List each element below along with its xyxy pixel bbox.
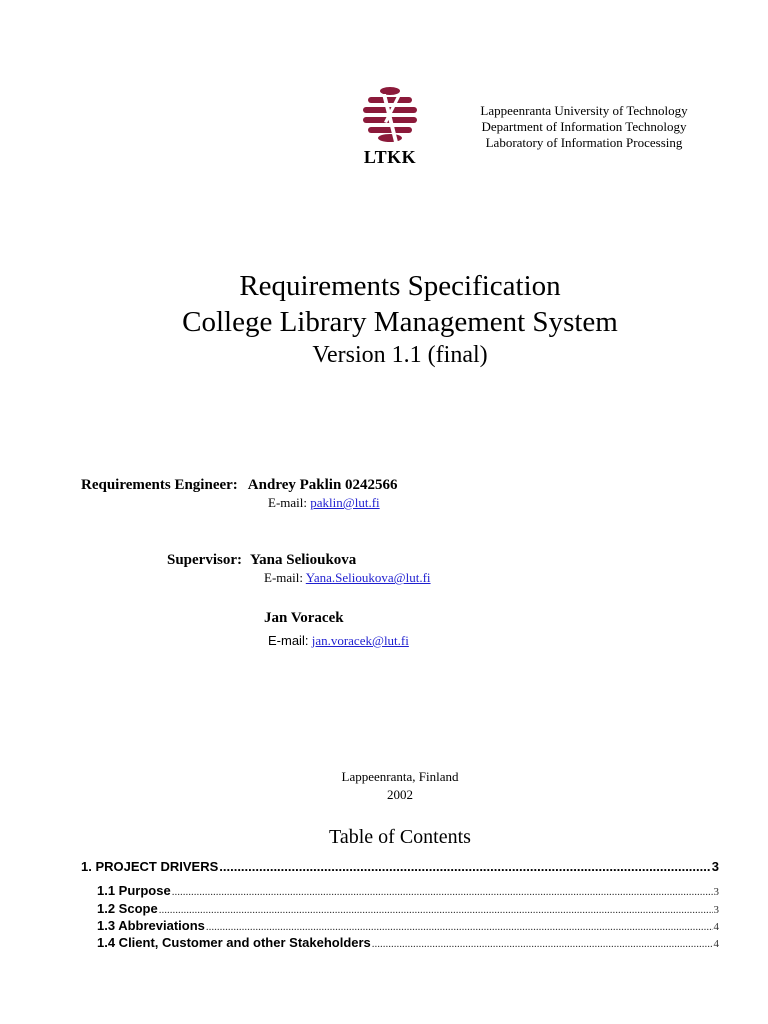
- toc-entry-label: 1. PROJECT DRIVERS: [81, 859, 219, 874]
- toc-leader-dots: [206, 921, 713, 933]
- email-label: E-mail:: [264, 570, 303, 585]
- toc-entry[interactable]: [97, 935, 719, 950]
- document-version: Version 1.1 (final): [312, 342, 488, 368]
- toc-title: Table of Contents: [329, 826, 471, 848]
- toc-page-number: 3: [713, 904, 719, 916]
- toc-page-number: 3: [711, 859, 719, 874]
- toc-entry[interactable]: [81, 859, 719, 874]
- second-supervisor-email-link[interactable]: jan.voracek@lut.fi: [311, 633, 409, 648]
- document-title: Requirements Specification: [239, 270, 561, 302]
- place: Lappeenranta, Finland: [341, 769, 459, 784]
- toc-entry[interactable]: [97, 901, 719, 916]
- supervisor-row: [167, 551, 356, 569]
- toc-leader-dots: [159, 904, 713, 916]
- toc-page-number: 4: [713, 921, 719, 933]
- year: 2002: [387, 787, 413, 802]
- second-supervisor-email-row: [268, 633, 409, 649]
- supervisor-email-link[interactable]: Yana.Selioukova@lut.fi: [305, 570, 431, 585]
- toc-entry-label: 1.3 Abbreviations: [97, 918, 205, 933]
- supervisor-name: Yana Selioukova: [250, 552, 357, 568]
- institution-line: Laboratory of Information Processing: [485, 135, 683, 150]
- logo-text: LTKK: [363, 147, 417, 167]
- email-label: E-mail:: [268, 495, 307, 510]
- engineer-email-link[interactable]: paklin@lut.fi: [310, 495, 380, 510]
- toc-page-number: 4: [713, 938, 719, 950]
- toc-entry[interactable]: [97, 883, 719, 898]
- toc-leader-dots: [172, 886, 713, 898]
- supervisor-label: Supervisor:: [167, 552, 242, 568]
- toc-entry-label: 1.1 Purpose: [97, 883, 171, 898]
- institution-line: Department of Information Technology: [481, 119, 687, 134]
- email-label: E-mail:: [268, 633, 309, 648]
- engineer-email-row: [268, 495, 380, 511]
- title-block: [0, 268, 768, 370]
- place-date-block: [0, 768, 768, 804]
- engineer-row: [81, 476, 398, 494]
- toc-entry-label: 1.4 Client, Customer and other Stakeholders: [97, 935, 371, 950]
- toc-page-number: 3: [713, 886, 719, 898]
- toc-entry[interactable]: [97, 918, 719, 933]
- engineer-name: Andrey Paklin 0242566: [247, 477, 398, 493]
- toc-entry-label: 1.2 Scope: [97, 901, 158, 916]
- engineer-label: Requirements Engineer:: [81, 477, 238, 493]
- document-subtitle: College Library Management System: [182, 306, 618, 338]
- toc-leader-dots: [372, 938, 713, 950]
- institution-line: Lappeenranta University of Technology: [480, 103, 688, 118]
- toc-leader-dots: [219, 859, 711, 874]
- supervisor-email-row: [264, 570, 431, 586]
- second-supervisor-name: Jan Voracek: [264, 610, 344, 626]
- institution-block: [440, 103, 728, 151]
